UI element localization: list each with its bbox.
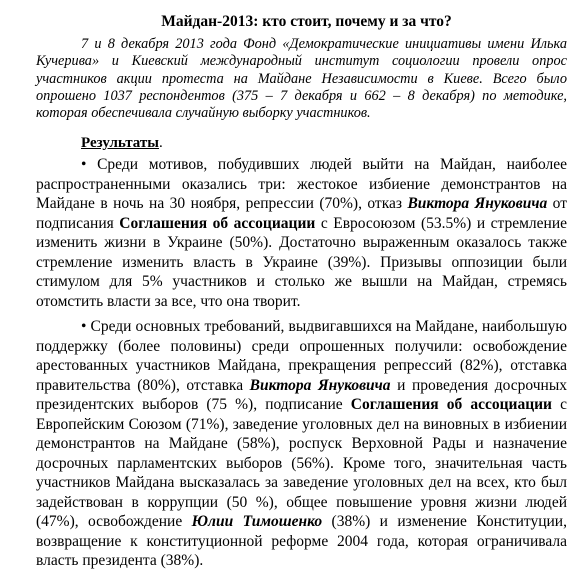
results-dot: . — [158, 135, 163, 152]
p1-name-yanukovych: Виктора Януковича — [407, 195, 548, 213]
demands-paragraph — [36, 317, 567, 571]
p1-text-a: • Среди мотивов, побудивших людей выйти на Майдан, наиболее распространенными оказались три: жестокое избиение демонстрантов на Майдане в ночь на 30 ноября, репрессии (70%), отказ — [36, 156, 567, 213]
intro-paragraph: 7 и 8 декабря 2013 года Фонд «Демократические инициативы имени Илька Кучерива» и Киевский международный институт социологии провели опрос участников акции протеста на Майдане Независимости в Киеве. Всего было опрошено 1037 респондентов (375 – 7 декабря и 662 – 8 декабря) по методике, которая обеспечивала случайную выборку участников. — [36, 36, 567, 122]
p1-text-c: от подписания — [36, 195, 567, 232]
results-heading — [81, 134, 567, 152]
p2-name-yanukovych: Виктора Януковича — [249, 376, 391, 394]
results-label: Результаты — [81, 135, 159, 152]
p2-text-a: • Среди основных требований, выдвигавшихся на Майдане, наибольшую поддержку (более половины) среди опрошенных получили: освобождение арестованных участников Майдана, прекращения репрессий (82%), отставка правительства (80%), отставка — [36, 318, 567, 394]
p1-text-e: с Евросоюзом (53.5%) и стремление изменить жизни в Украине (50%). Достаточно выраженным оказалось также стремление изменить власть в Украине (39%). Призывы оппозиции были стимулом для 5% участников и столько же вышли на Майдан, стремясь отомстить власти за все, что она творит. — [36, 214, 567, 310]
p2-association-agreement: Соглашения об ассоциации — [350, 396, 552, 414]
document-title: Майдан-2013: кто стоит, почему и за что? — [161, 13, 452, 30]
p2-text-g: (38%) и изменение Конституции, возвращение к конституционной реформе 2004 года, которая ограничивала власть президента (38%). — [36, 513, 567, 570]
p2-name-tymoshenko: Юлии Тимошенко — [191, 513, 323, 531]
p1-association-agreement: Соглашения об ассоциации — [119, 214, 316, 232]
p2-text-c: и проведения досрочных президентских выборов (75 %), подписание — [36, 376, 567, 414]
p2-text-e: с Европейским Союзом (71%), заведение уголовных дел на виновных в избиении демонстрантов на Майдане (58%), роспуск Верховной Рады и назначение досрочных парламентских выборов (56%). Кроме того, значительная часть участников Майдана высказалась за заведение уголовных дел на всех, кто был задействован в коррупции (50 %), общее повышение уровня жизни людей (47%), освобождение — [36, 396, 567, 531]
motives-paragraph — [36, 155, 567, 311]
